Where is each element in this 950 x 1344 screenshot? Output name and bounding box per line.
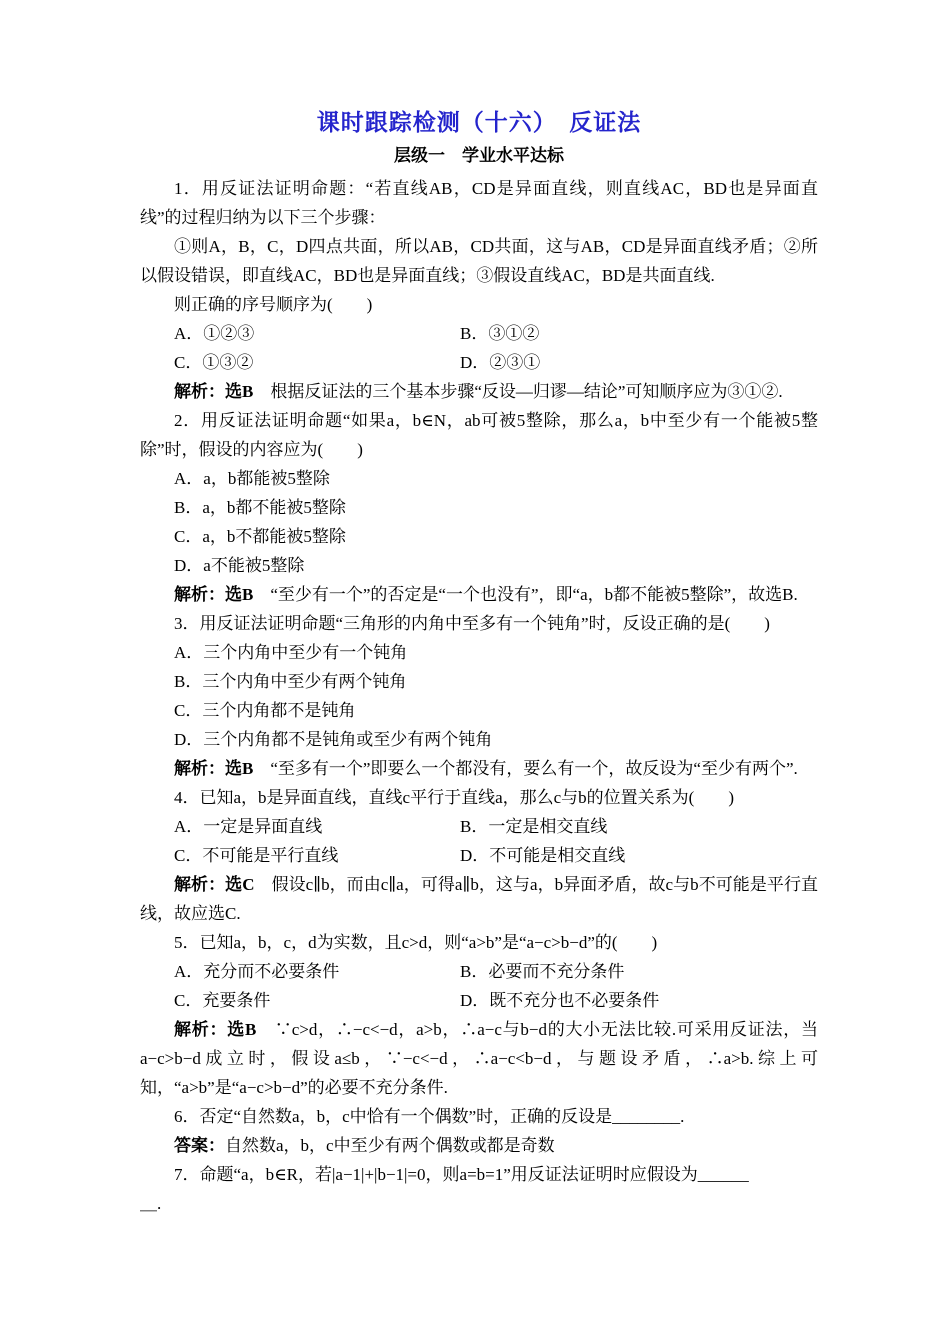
text-paragraph: ＿. <box>140 1194 162 1213</box>
option-choice: D．既不充分也不必要条件 <box>460 991 660 1010</box>
options-row <box>140 986 818 1015</box>
text-paragraph: B．三个内角中至少有两个钝角 <box>174 672 407 691</box>
text-paragraph: A．三个内角中至少有一个钝角 <box>174 643 408 662</box>
option-choice: B．必要而不充分条件 <box>460 962 625 981</box>
option-choice: A．一定是异面直线 <box>174 817 323 836</box>
solution-label: 解析：选B <box>174 585 254 604</box>
text-paragraph: D．a不能被5整除 <box>174 556 305 575</box>
text-paragraph: 3．用反证法证明命题“三角形的内角中至多有一个钝角”时，反设正确的是( ) <box>174 614 770 633</box>
document-body <box>140 174 818 1218</box>
text-paragraph: 则正确的序号顺序为( ) <box>174 295 373 314</box>
solution-paragraph: 解析：选B ∵c>d，∴−c<−d，a>b，∴a−c与b−d的大小无法比较.可采用反证法，当a−c>b−d成立时，假设a≤b，∵−c<−d，∴a−c<b−d，与题设矛盾，∴a>b.综上可知，“a>b”是“a−c>b−d”的必要不充分条件. <box>140 1020 818 1097</box>
solution-paragraph: 解析：选B “至多有一个”即要么一个都没有，要么有一个，故反设为“至少有两个”. <box>174 759 798 778</box>
text-paragraph: 5．已知a，b，c，d为实数，且c>d，则“a>b”是“a−c>b−d”的( ) <box>174 933 658 952</box>
section-heading: 层级一 学业水平达标 <box>394 146 564 165</box>
option-choice: A．充分而不必要条件 <box>174 962 340 981</box>
option-choice: C．①③② <box>174 353 254 372</box>
option-choice: B．一定是相交直线 <box>460 817 608 836</box>
option-choice: C．充要条件 <box>174 991 271 1010</box>
text-paragraph: C．a，b不都能被5整除 <box>174 527 346 546</box>
solution-paragraph: 解析：选C 假设c∥b，而由c∥a，可得a∥b，这与a，b异面矛盾，故c与b不可能是平行直线，故应选C. <box>140 875 818 923</box>
text-paragraph: 7．命题“a，b∈R，若|a−1|+|b−1|=0，则a=b=1”用反证法证明时应假设为______ <box>174 1165 749 1184</box>
text-paragraph: D．三个内角都不是钝角或至少有两个钝角 <box>174 730 493 749</box>
text-paragraph: 4．已知a，b是异面直线，直线c平行于直线a，那么c与b的位置关系为( ) <box>174 788 735 807</box>
text-paragraph: ①则A，B，C，D四点共面，所以AB，CD共面，这与AB，CD是异面直线矛盾；②所以假设错误，即直线AC，BD也是异面直线；③假设直线AC，BD是共面直线. <box>140 237 818 285</box>
options-row <box>140 957 818 986</box>
solution-label: 解析：选B <box>174 382 254 401</box>
solution-label: 答案： <box>174 1136 225 1155</box>
solution-paragraph: 解析：选B “至少有一个”的否定是“一个也没有”，即“a，b都不能被5整除”，故选B. <box>174 585 798 604</box>
solution-label: 解析：选B <box>174 1020 257 1039</box>
option-choice: D．不可能是相交直线 <box>460 846 626 865</box>
text-paragraph: B．a，b都不能被5整除 <box>174 498 346 517</box>
options-row <box>140 348 818 377</box>
text-paragraph: C．三个内角都不是钝角 <box>174 701 356 720</box>
text-paragraph: 2．用反证法证明命题“如果a，b∈N，ab可被5整除，那么a，b中至少有一个能被5整除”时，假设的内容应为( ) <box>140 411 818 459</box>
option-choice: D．②③① <box>460 353 541 372</box>
text-paragraph: A．a，b都能被5整除 <box>174 469 330 488</box>
text-paragraph: 1．用反证法证明命题：“若直线AB，CD是异面直线，则直线AC，BD也是异面直线”的过程归纳为以下三个步骤： <box>140 179 818 227</box>
option-choice: B．③①② <box>460 324 540 343</box>
solution-label: 解析：选B <box>174 759 254 778</box>
option-choice: C．不可能是平行直线 <box>174 846 339 865</box>
options-row <box>140 812 818 841</box>
option-choice: A．①②③ <box>174 324 255 343</box>
options-row <box>140 841 818 870</box>
solution-paragraph: 答案：自然数a，b，c中至少有两个偶数或都是奇数 <box>174 1136 555 1155</box>
page-title: 课时跟踪检测（十六） 反证法 <box>316 110 642 135</box>
solution-paragraph: 解析：选B 根据反证法的三个基本步骤“反设—归谬—结论”可知顺序应为③①②. <box>174 382 783 401</box>
options-row <box>140 319 818 348</box>
solution-label: 解析：选C <box>174 875 255 894</box>
text-paragraph: 6．否定“自然数a，b，c中恰有一个偶数”时，正确的反设是________. <box>174 1107 685 1126</box>
